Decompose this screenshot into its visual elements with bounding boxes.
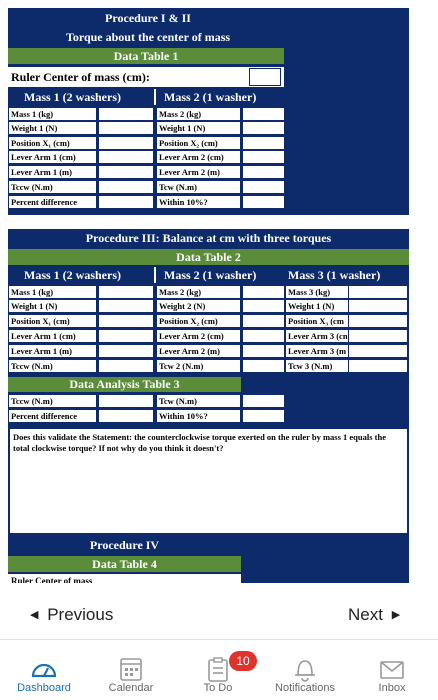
tab-todo-label: To Do [203,682,233,694]
table1-left-input[interactable] [99,151,153,163]
table2-col2-label: Mass 2 (kg) [157,286,240,298]
table2-col3-input[interactable] [349,286,407,298]
table1-right-label: Lever Arm 2 (cm) [157,151,240,163]
table1-left-label: Mass 1 (kg) [9,108,96,120]
table1-right-label: Mass 2 (kg) [157,108,240,120]
table2-col1-label: Weight 1 (N) [9,300,96,312]
table2-col3-label: Mass 3 (kg) [286,286,348,298]
table2-col2-label: Lever Arm 2 (m) [157,345,240,357]
mass2-header: Mass 2 (1 washer) [164,90,257,104]
table2-col1-input[interactable] [99,330,153,342]
table2-col1-label: Mass 1 (kg) [9,286,96,298]
data-table-1-title: Data Table 1 [8,48,284,64]
todo-count-badge: 10 [229,651,257,671]
table2-col2-input[interactable] [243,300,284,312]
ruler-center-label: Ruler Center of mass (cm): [8,67,284,87]
nav-divider [0,639,438,640]
table2-divider [154,267,156,283]
analysis-right-label: Within 10%? [157,410,240,422]
table2-col1-label: Lever Arm 1 (m) [9,345,96,357]
ruler-center-input[interactable] [249,68,281,86]
table1-right-label: Tcw (N.m) [157,181,240,193]
tab-inbox-label: Inbox [378,682,406,694]
analysis-left-input[interactable] [99,395,153,407]
procedure-4-title: Procedure IV [89,538,160,552]
table1-left-input[interactable] [99,196,153,208]
table2-col3-label: Position X₃ (cm [286,315,348,327]
table1-right-input[interactable] [243,196,284,208]
p3-mass3-header: Mass 3 (1 washer) [288,268,381,282]
tab-calendar-label: Calendar [108,682,154,694]
table2-col1-label: Position X₁ (cm) [9,315,96,327]
analysis-right-input[interactable] [243,410,284,422]
data-table-4-title: Data Table 4 [8,556,241,572]
mass1-header: Mass 1 (2 washers) [24,90,121,104]
tab-calendar[interactable] [91,656,171,694]
table1-right-input[interactable] [243,181,284,193]
table1-divider [154,89,156,105]
table2-col2-input[interactable] [243,360,284,372]
table2-col2-input[interactable] [243,330,284,342]
dashboard-icon [29,656,59,682]
tab-notifications[interactable] [265,656,345,694]
table1-right-input[interactable] [243,122,284,134]
table2-col2-input[interactable] [243,286,284,298]
data-table-2-title: Data Table 2 [8,249,409,265]
table2-col2-label: Lever Arm 2 (cm) [157,330,240,342]
table2-col3-input[interactable] [349,330,407,342]
table1-left-input[interactable] [99,166,153,178]
table1-left-label: Percent difference [9,196,96,208]
p3-mass2-header: Mass 2 (1 washer) [164,268,257,282]
bell-icon [290,656,320,682]
table1-left-label: Lever Arm 1 (cm) [9,151,96,163]
table1-right-input[interactable] [243,137,284,149]
p3-mass1-header: Mass 1 (2 washers) [24,268,121,282]
table2-col3-label: Weight 1 (N) [286,300,348,312]
procedure-1-2-subtitle: Torque about the center of mass [65,30,231,44]
table1-left-input[interactable] [99,137,153,149]
table1-right-label: Position X₂ (cm) [157,137,240,149]
procedure-1-2-title: Procedure I & II [105,11,191,25]
analysis-left-label: Percent difference [9,410,96,422]
table2-col3-input[interactable] [349,300,407,312]
table1-right-label: Lever Arm 2 (m) [157,166,240,178]
table1-right-input[interactable] [243,151,284,163]
previous-label: Previous [47,605,114,624]
table2-col3-label: Tcw 3 (N.m) [286,360,348,372]
table2-col2-input[interactable] [243,345,284,357]
tab-dashboard[interactable] [4,656,84,694]
analysis-right-input[interactable] [243,395,284,407]
table1-left-label: Position X₁ (cm) [9,137,96,149]
data-analysis-table-title: Data Analysis Table 3 [8,377,241,392]
chevron-left-icon: ◀ [30,609,39,621]
table1-left-label: Weight 1 (N) [9,122,96,134]
p4-ruler-center-label: Ruler Center of mass [8,574,241,583]
table2-col3-input[interactable] [349,345,407,357]
table2-col2-label: Position X₂ (cm) [157,315,240,327]
calendar-icon [116,656,146,682]
analysis-left-input[interactable] [99,410,153,422]
tab-dashboard-label: Dashboard [17,682,71,694]
next-label: Next [348,605,383,624]
table2-col1-label: Tccw (N.m) [9,360,96,372]
table2-col3-input[interactable] [349,360,407,372]
next-button[interactable] [348,605,400,625]
analysis-left-label: Tccw (N.m) [9,395,96,407]
table1-left-label: Tccw (N.m) [9,181,96,193]
table1-right-input[interactable] [243,166,284,178]
table1-left-input[interactable] [99,108,153,120]
table2-col1-input[interactable] [99,286,153,298]
table1-right-label: Weight 1 (N) [157,122,240,134]
table2-col3-input[interactable] [349,315,407,327]
inbox-icon [377,656,407,682]
table2-col1-input[interactable] [99,345,153,357]
table1-right-input[interactable] [243,108,284,120]
table2-col3-label: Lever Arm 3 (m [288,346,347,356]
previous-button[interactable] [30,605,113,625]
tab-inbox[interactable] [352,656,432,694]
table2-col1-input[interactable] [99,360,153,372]
table2-col3-label: Lever Arm 3 (cn [288,331,348,341]
table2-col2-label: Weight 2 (N) [157,300,240,312]
table2-col2-label: Tcw 2 (N.m) [157,360,240,372]
table2-col2-input[interactable] [243,315,284,327]
table1-right-label: Within 10%? [157,196,240,208]
table2-col1-input[interactable] [99,300,153,312]
tab-notifications-label: Notifications [275,682,335,694]
validation-question[interactable]: Does this validate the Statement: the counterclockwise torque exerted on the ruler by mass 1 equals the total clockwise torque? If not why do you think it doesn't? [10,429,407,533]
table1-left-input[interactable] [99,122,153,134]
table2-col1-input[interactable] [99,315,153,327]
table1-left-input[interactable] [99,181,153,193]
analysis-right-label: Tcw (N.m) [157,395,240,407]
chevron-right-icon: ▶ [391,609,401,621]
table2-col1-label: Lever Arm 1 (cm) [9,330,96,342]
procedure-3-title: Procedure III: Balance at cm with three torques [85,231,332,245]
table1-left-label: Lever Arm 1 (m) [9,166,96,178]
